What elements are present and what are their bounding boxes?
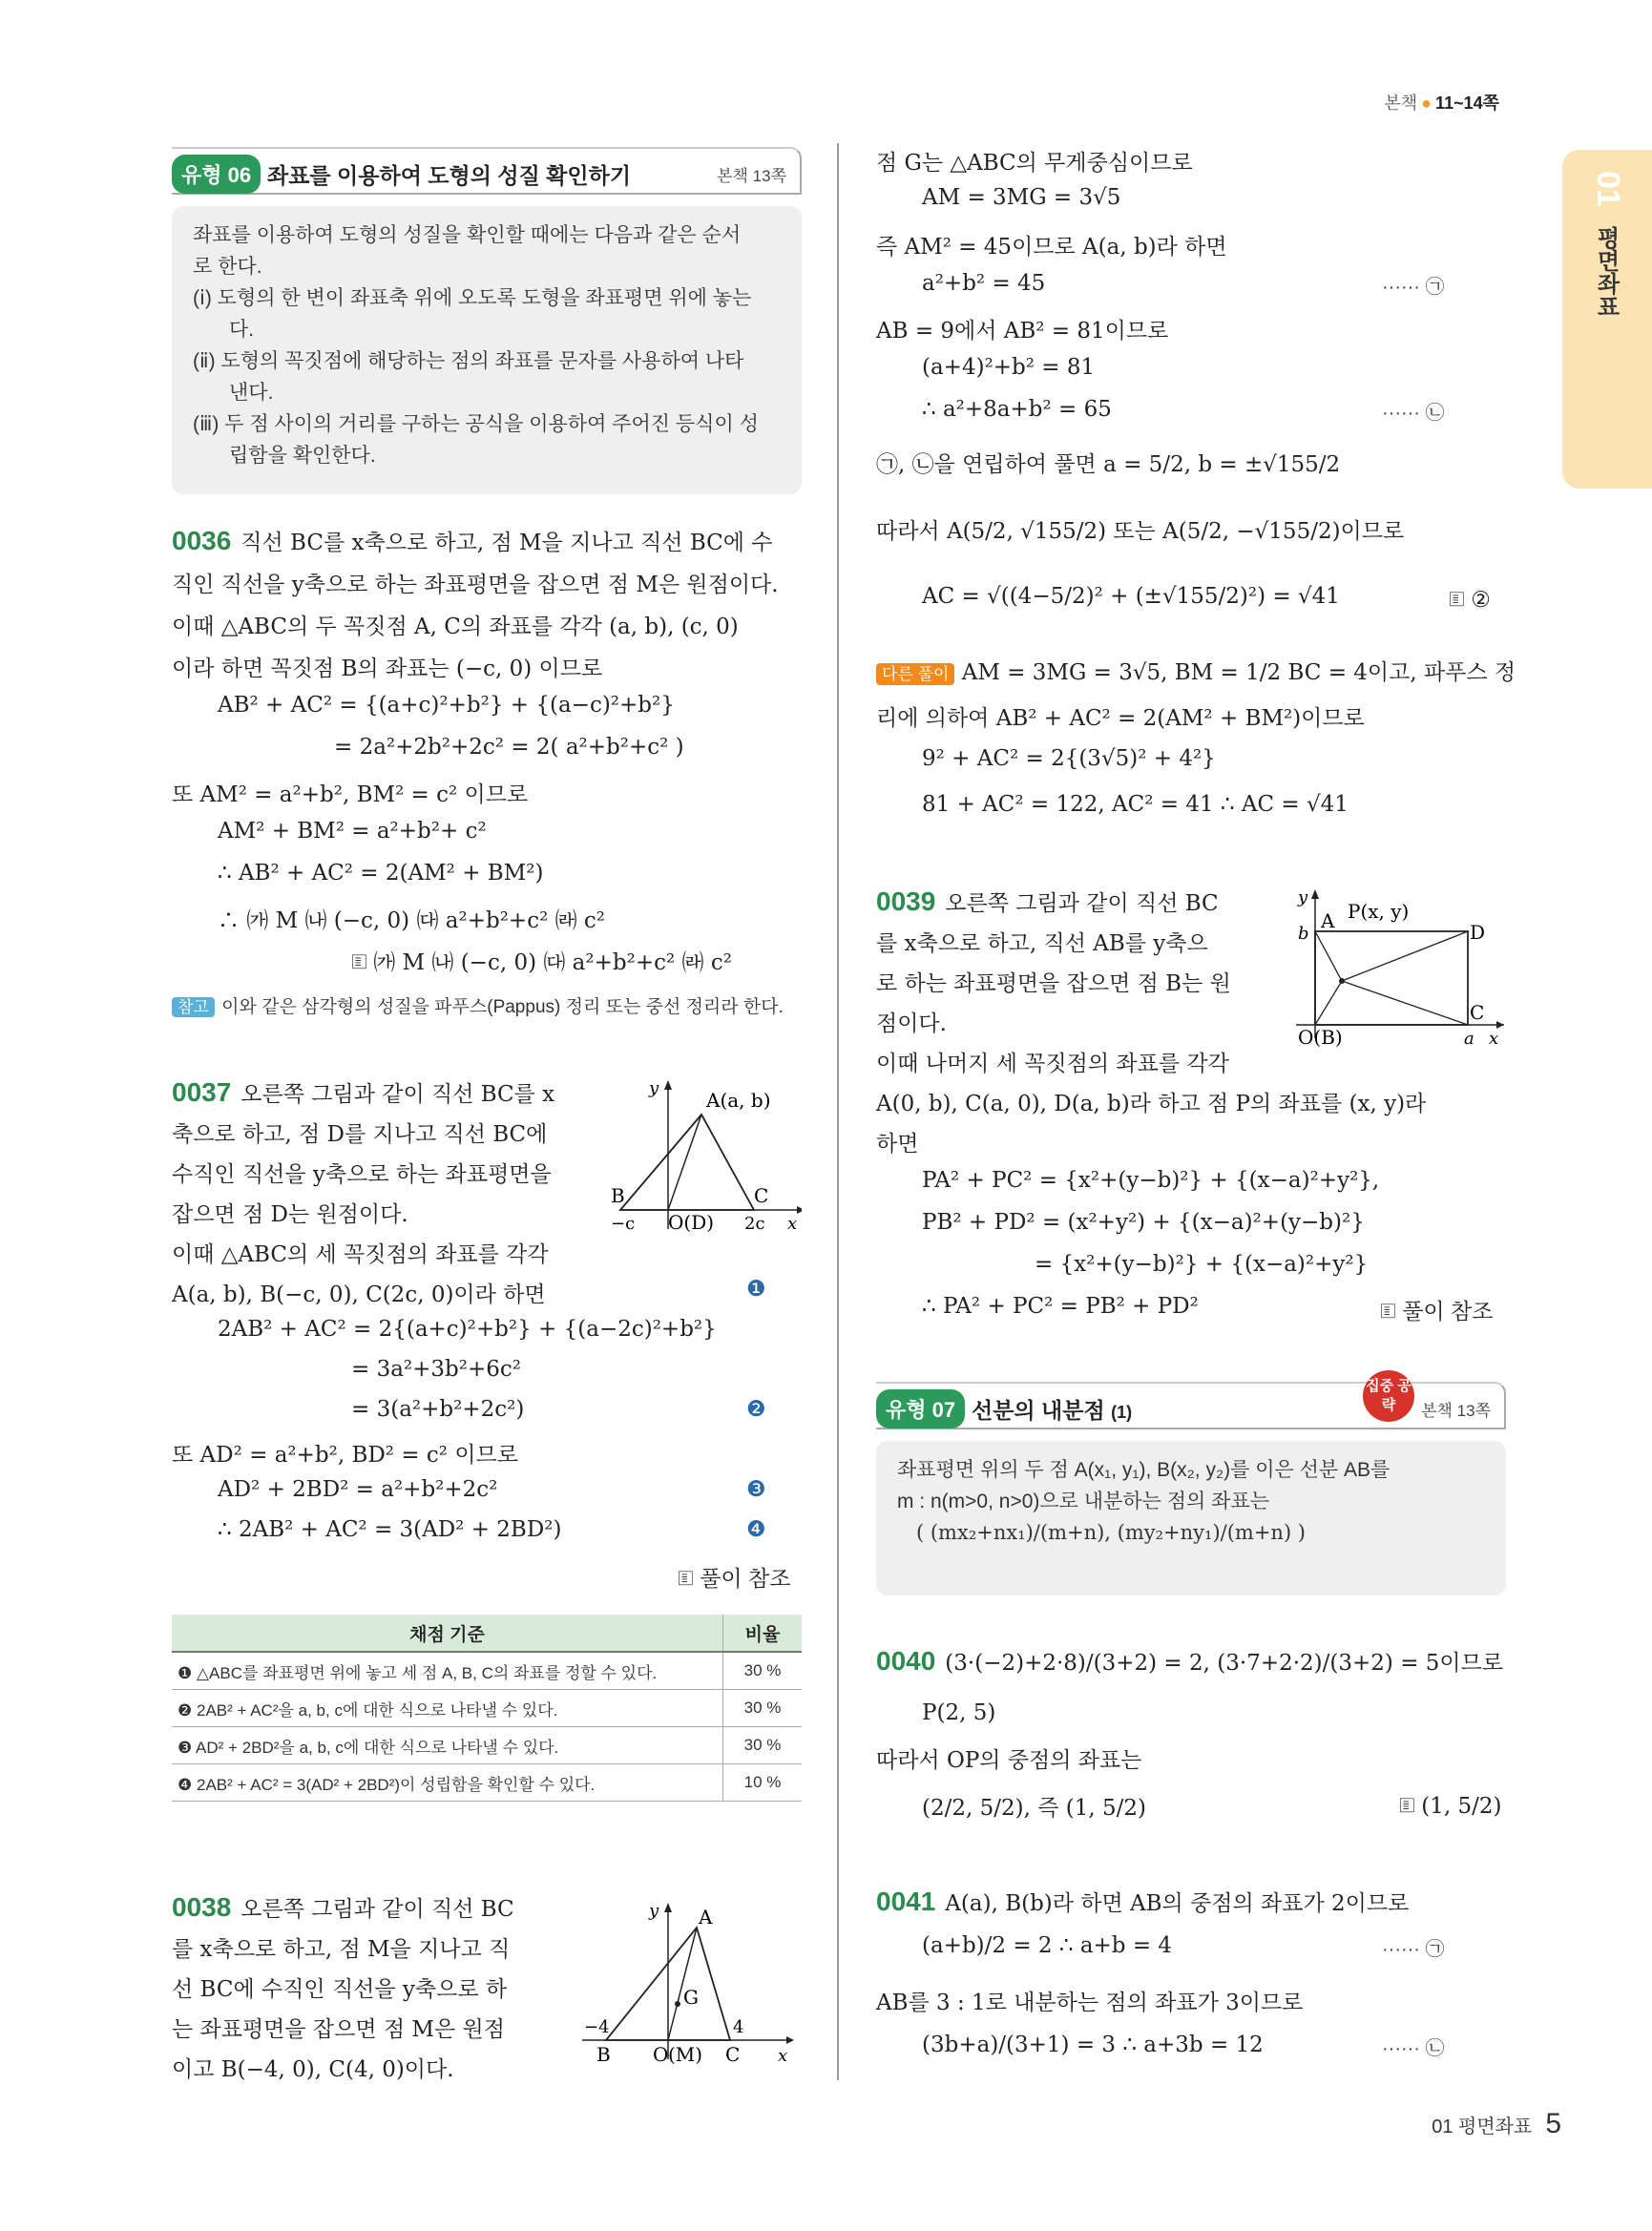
solution-line: 축으로 하고, 점 D를 지나고 직선 BC에 [172, 1122, 548, 1147]
grading-header-ratio: 비율 [723, 1615, 803, 1652]
label-y: y [1298, 887, 1308, 907]
solution-line: 점이다. [876, 1011, 947, 1036]
y-axis-arrow [664, 1903, 672, 1912]
table-row: ❶ △ABC를 좌표평면 위에 놓고 세 점 A, B, C의 좌표를 정할 수 있다. 30 % [172, 1652, 802, 1690]
label-y: y [649, 1078, 659, 1098]
type07-summary-box [876, 1441, 1506, 1595]
answer-text: 풀이 참조 [700, 1566, 791, 1591]
problem-number: 0037 [172, 1077, 232, 1107]
chapter-tab[interactable] [1562, 150, 1652, 489]
label-x: x [1489, 1029, 1499, 1048]
table-row: ❷ 2AB² + AC²을 a, b, c에 대한 식으로 나타낼 수 있다. 30 % [172, 1690, 802, 1727]
type-badge: 유형 06 [172, 155, 261, 194]
label-origin: O(B) [1298, 1026, 1343, 1048]
note-line [172, 992, 784, 1018]
equation-mark: ······ ㉡ [1382, 403, 1445, 424]
answer-line: 🗉 (1, 5/2) [1399, 1793, 1502, 1819]
y-axis-arrow [1311, 889, 1319, 899]
table-row: ❹ 2AB² + AC² = 3(AD² + 2BD²)이 성립함을 확인할 수 있다. 10 % [172, 1764, 802, 1802]
type06-summary-box [172, 206, 802, 494]
label-2c: 2c [744, 1214, 765, 1234]
solution-line: 이때 △ABC의 세 꼭짓점의 좌표를 각각 [172, 1242, 549, 1267]
label-pos4: 4 [733, 2017, 744, 2037]
centroid-point [675, 2001, 680, 2007]
equation-line: = 3a²+3b²+6c² [351, 1357, 522, 1382]
summary-line: 다. [229, 319, 255, 341]
solution-line: 따라서 A(5/2, √155/2) 또는 A(5/2, −√155/2)이므로 [876, 519, 1405, 544]
equation-line: AC = √((4−5/2)² + (±√155/2)²) = √41 [922, 584, 1340, 609]
type-ref: 본책 13쪽 [1421, 1402, 1491, 1420]
note-text: 이와 같은 삼각형의 성질을 파푸스(Pappus) 정리 또는 중선 정리라 한다. [221, 997, 784, 1017]
label-neg-c: −c [611, 1214, 636, 1234]
solution-line: A(a), B(b)라 하면 AB의 중점의 좌표가 2이므로 [945, 1891, 1410, 1916]
problem-number: 0040 [876, 1646, 936, 1676]
segment-pb [1315, 981, 1342, 1025]
solution-line: 직선 BC를 x축으로 하고, 점 M을 지나고 직선 BC에 수 [240, 531, 773, 555]
equation-line: = 2a²+2b²+2c² = 2( a²+b²+c² ) [334, 735, 684, 760]
answer-text: ㈎ M ㈏ (−c, 0) ㈐ a²+b²+c² ㈑ c² [373, 950, 732, 975]
solution-line: 를 x축으로 하고, 직선 AB를 y축으 [876, 931, 1208, 956]
solution-line: A(a, b), B(−c, 0), C(2c, 0)이라 하면 [172, 1282, 546, 1307]
step-marker: ❷ [746, 1397, 766, 1422]
equation-line: P(2, 5) [922, 1700, 996, 1725]
solution-line: 로 하는 좌표평면을 잡으면 점 B는 원 [876, 971, 1231, 996]
equation-line: ∴ 2AB² + AC² = 3(AD² + 2BD²) [218, 1517, 562, 1542]
other-solution-tag: 다른 풀이 [876, 663, 954, 685]
equation-line: AD² + 2BD² = a²+b²+2c² [218, 1477, 498, 1502]
equation-line: PA² + PC² = {x²+(y−b)²} + {(x−a)²+y²}, [922, 1168, 1380, 1193]
grading-header-criteria: 채점 기준 [172, 1615, 723, 1652]
label-origin: O [653, 2043, 669, 2066]
page-footer [1432, 2108, 1561, 2140]
solution-line: 선 BC에 수직인 직선을 y축으로 하 [172, 1977, 508, 2002]
label-a: A [1321, 909, 1335, 932]
triangle-figure-0038 [573, 1899, 802, 2071]
equation-line: 2AB² + AC² = 2{(a+c)²+b²} + {(a−2c)²+b²} [218, 1317, 717, 1342]
equation-line: ∴ AB² + AC² = 2(AM² + BM²) [218, 861, 544, 886]
label-neg4: −4 [584, 2017, 610, 2037]
label-d: D [1470, 921, 1486, 944]
summary-line: 좌표를 이용하여 도형의 성질을 확인할 때에는 다음과 같은 순서 [193, 224, 742, 246]
type-badge: 유형 07 [876, 1389, 965, 1428]
blank-answers: ∴ ㈎ M ㈏ (−c, 0) ㈐ a²+b²+c² ㈑ c² [218, 908, 606, 933]
solution-line: 잡으면 점 D는 원점이다. [172, 1202, 408, 1227]
type07-header [876, 1378, 1506, 1429]
other-solution-line: 다른 풀이 AM = 3MG = 3√5, BM = 1/2 BC = 4이고, 파푸스 정 [876, 655, 1516, 686]
problem-number: 0038 [172, 1892, 232, 1922]
summary-formula: ( (mx₂+nx₁)/(m+n), (my₂+ny₁)/(m+n) ) [916, 1521, 1307, 1544]
problem-number: 0036 [172, 526, 232, 555]
label-y: y [649, 1901, 659, 1921]
solution-line: 오른쪽 그림과 같이 직선 BC를 x [240, 1082, 555, 1107]
solution-line: 오른쪽 그림과 같이 직선 BC [945, 891, 1219, 916]
segment-pc [1342, 981, 1468, 1025]
solution-line: AB를 3 : 1로 내분하는 점의 좌표가 3이므로 [876, 1991, 1304, 2015]
answer-line: 🗉 ② [1449, 587, 1491, 613]
summary-line: m : n(m>0, n>0)으로 내분하는 점의 좌표는 [897, 1491, 1270, 1512]
segment-pd [1342, 931, 1468, 981]
equation-line: 81 + AC² = 122, AC² = 41 ∴ AC = √41 [922, 792, 1349, 817]
answer-line: 🗉 풀이 참조 [1380, 1299, 1494, 1324]
label-a-coord: a [1464, 1029, 1474, 1048]
equation-line: (2/2, 5/2), 즉 (1, 5/2) [922, 1796, 1146, 1821]
type-ref: 본책 13쪽 [717, 167, 786, 185]
equation-line: (3b+a)/(3+1) = 3 ∴ a+3b = 12 [922, 2033, 1264, 2057]
rectangle-abcd [1315, 931, 1468, 1025]
equation-line: PB² + PD² = (x²+y²) + {(x−a)²+(y−b)²} [922, 1210, 1365, 1235]
equation-line: AM = 3MG = 3√5 [922, 185, 1121, 210]
label-a: A [699, 1906, 713, 1929]
answer-line: 🗉 풀이 참조 [678, 1566, 791, 1591]
label-x: x [778, 2046, 788, 2066]
solution-line: 를 x축으로 하고, 점 M을 지나고 직 [172, 1937, 511, 1962]
column-divider [837, 143, 839, 2080]
equation-line: a²+b² = 45 [922, 271, 1046, 296]
solution-line: 직인 직선을 y축으로 하는 좌표평면을 잡으면 점 M은 원점이다. [172, 573, 779, 597]
label-b: B [611, 1184, 625, 1207]
summary-line: 낸다. [229, 382, 274, 404]
solution-line: 점 G는 △ABC의 무게중심이므로 [876, 151, 1193, 176]
problem-number: 0041 [876, 1887, 936, 1916]
x-axis-arrow [1496, 1021, 1504, 1029]
triangle-abc [620, 1115, 754, 1210]
solution-line: 수직인 직선을 y축으로 하는 좌표평면을 [172, 1162, 552, 1187]
x-axis-arrow [797, 1206, 802, 1214]
table-row: ❸ AD² + 2BD²을 a, b, c에 대한 식으로 나타낼 수 있다. 30 % [172, 1727, 802, 1764]
page-number: 5 [1545, 2108, 1561, 2139]
answer-text: ② [1471, 588, 1491, 613]
equation-mark: ······ ㉠ [1382, 277, 1445, 298]
book-reference: 본책 ● 11~14쪽 [1384, 94, 1499, 113]
label-g: G [683, 1986, 699, 2009]
label-c: C [1470, 1001, 1485, 1024]
equation-line: (a+4)²+b² = 81 [922, 355, 1096, 380]
equation-line: = 3(a²+b²+2c²) [351, 1397, 525, 1422]
equation-mark: ······ ㉠ [1382, 1939, 1445, 1960]
solution-line: 하면 [876, 1132, 919, 1157]
step-marker: ❹ [746, 1517, 766, 1542]
grading-table [172, 1615, 802, 1802]
summary-line: (ⅲ) 두 점 사이의 거리를 구하는 공식을 이용하여 주어진 등식이 성 [193, 413, 759, 435]
chapter-label: 평면좌표 [1593, 226, 1619, 318]
solution-line: 이때 나머지 세 꼭짓점의 좌표를 각각 [876, 1052, 1229, 1076]
solution-line: 따라서 OP의 중점의 좌표는 [876, 1748, 1142, 1773]
label-p: P(x, y) [1348, 900, 1410, 923]
summary-line: 좌표평면 위의 두 점 A(x₁, y₁), B(x₂, y₂)를 이은 선분 AB를 [897, 1459, 1391, 1481]
triangle-figure-0037 [611, 1076, 802, 1239]
solution-line: 또 AM² = a²+b², BM² = c² 이므로 [172, 782, 529, 807]
answer-line: 🗉 ㈎ M ㈏ (−c, 0) ㈐ a²+b²+c² ㈑ c² [351, 949, 732, 975]
footer-chapter: 01 평면좌표 [1432, 2116, 1533, 2137]
summary-line: 로 한다. [193, 256, 262, 278]
segment-pa [1315, 931, 1342, 981]
x-axis-arrow [786, 2036, 794, 2044]
step-marker: ❶ [746, 1277, 766, 1302]
summary-line: 립함을 확인한다. [229, 445, 376, 467]
focus-badge: 집중 공략 [1363, 1370, 1414, 1422]
answer-text: 풀이 참조 [1402, 1299, 1494, 1324]
y-axis-arrow [664, 1080, 672, 1090]
step-marker: ❸ [746, 1477, 766, 1502]
equation-line: (3·(−2)+2·8)/(3+2) = 2, (3·7+2·2)/(3+2) = 5이므로 [945, 1651, 1504, 1676]
solution-line: 즉 AM² = 45이므로 A(a, b)라 하면 [876, 235, 1227, 260]
solution-line: AB = 9에서 AB² = 81이므로 [876, 319, 1169, 344]
equation-line: = {x²+(y−b)²} + {(x−a)²+y²} [1035, 1252, 1369, 1277]
type-title: 선분의 내분점 (1) [972, 1398, 1133, 1423]
solution-line: 또 AD² = a²+b², BD² = c² 이므로 [172, 1443, 518, 1468]
solution-line: 이라 하면 꼭짓점 B의 좌표는 (−c, 0) 이므로 [172, 657, 603, 681]
segment-ad [668, 1115, 701, 1210]
answer-text: (1, 5/2) [1421, 1794, 1502, 1819]
equation-line: AM² + BM² = a²+b²+ c² [218, 819, 487, 844]
solution-line: 이때 △ABC의 두 꼭짓점 A, C의 좌표를 각각 (a, b), (c, 0) [172, 615, 739, 639]
summary-line: (ⅰ) 도형의 한 변이 좌표축 위에 오도록 도형을 좌표평면 위에 놓는 [193, 287, 752, 309]
chapter-number: 01 [1590, 171, 1626, 207]
equation-line: ∴ PA² + PC² = PB² + PD² [922, 1294, 1199, 1319]
point-p [1339, 978, 1345, 984]
label-origin: O(D) [668, 1211, 715, 1234]
solution-line: 이고 B(−4, 0), C(4, 0)이다. [172, 2057, 454, 2082]
other-solution-line: 리에 의하여 AB² + AC² = 2(AM² + BM²)이므로 [876, 706, 1365, 731]
equation-line: 9² + AC² = 2{(3√5)² + 4²} [922, 746, 1216, 771]
label-c: C [754, 1184, 769, 1207]
equation-mark: ······ ㉡ [1382, 2038, 1445, 2059]
note-tag: 참고 [172, 997, 215, 1017]
solution-line: 는 좌표평면을 잡으면 점 M은 원점 [172, 2017, 505, 2042]
summary-line: (ⅱ) 도형의 꼭짓점에 해당하는 점의 좌표를 문자를 사용하여 나타 [193, 350, 744, 372]
equation-line: AB² + AC² = {(a+c)²+b²} + {(a−c)²+b²} [218, 693, 675, 718]
solution-line: ㉠, ㉡을 연립하여 풀면 a = 5/2, b = ±√155/2 [876, 452, 1341, 477]
label-c: C [725, 2043, 741, 2066]
label-m: (M) [668, 2043, 703, 2066]
solution-line: 오른쪽 그림과 같이 직선 BC [240, 1897, 514, 1922]
label-b-coord: b [1298, 924, 1309, 944]
equation-line: (a+b)/2 = 2 ∴ a+b = 4 [922, 1933, 1173, 1958]
label-b: B [596, 2043, 611, 2066]
solution-line: A(0, b), C(a, 0), D(a, b)라 하고 점 P의 좌표를 (x, y)라 [876, 1092, 1427, 1116]
grading-table-wrap [172, 1615, 802, 1802]
problem-number: 0039 [876, 886, 936, 916]
label-x: x [787, 1214, 798, 1234]
label-a: A(a, b) [706, 1089, 771, 1112]
type-title: 좌표를 이용하여 도형의 성질 확인하기 [267, 163, 632, 188]
equation-line: ∴ a²+8a+b² = 65 [922, 397, 1112, 422]
rectangle-figure-0039 [1286, 886, 1506, 1048]
type06-header [172, 147, 802, 195]
